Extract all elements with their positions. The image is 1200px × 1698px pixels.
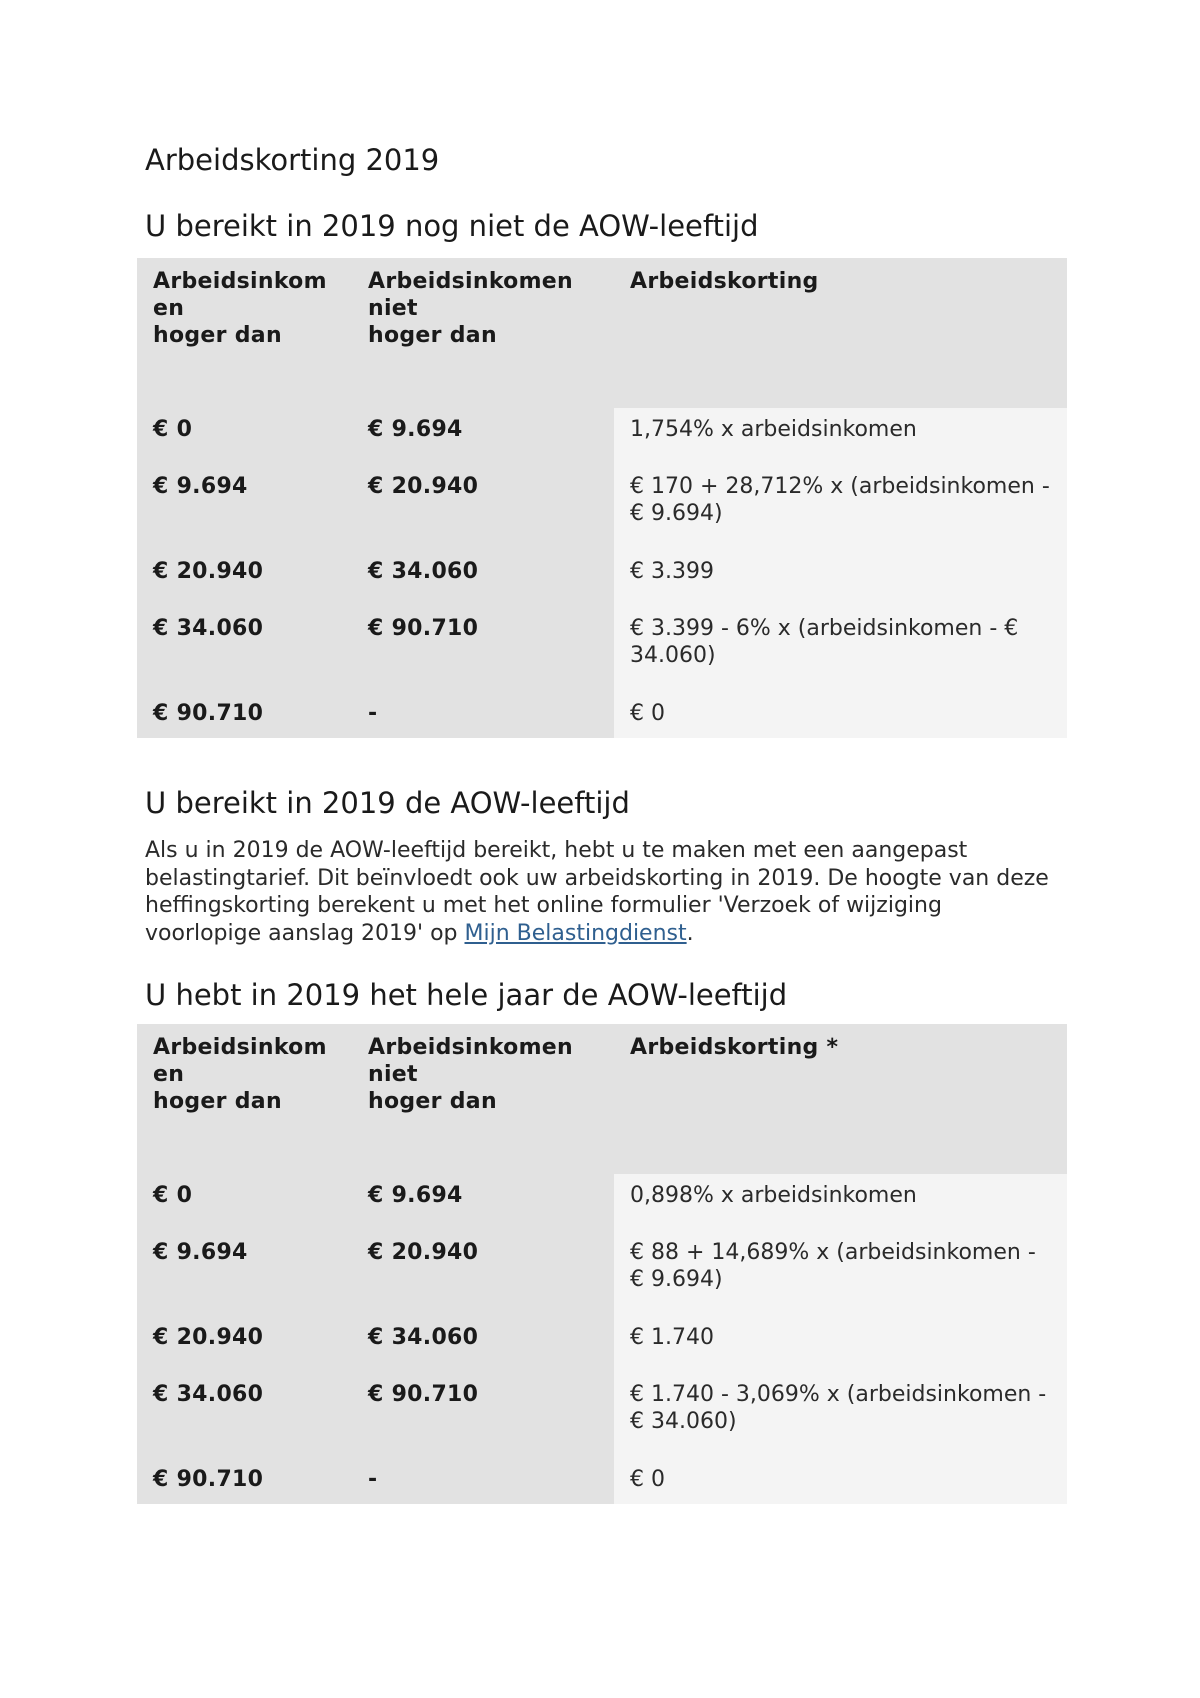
header-income-from: Arbeidsinkom en hoger dan <box>137 1024 352 1174</box>
header-korting: Arbeidskorting <box>614 258 1067 408</box>
table-row <box>137 408 1067 465</box>
cell-income-from: € 0 <box>137 1174 352 1231</box>
cell-income-from: € 9.694 <box>137 1231 352 1316</box>
cell-income-from: € 20.940 <box>137 550 352 607</box>
header-income-to: Arbeidsinkomen niet hoger dan <box>352 1024 614 1174</box>
cell-korting: € 3.399 <box>614 550 1067 607</box>
cell-income-to: - <box>352 1458 614 1504</box>
cell-income-to: € 90.710 <box>352 1373 614 1458</box>
table-header-row <box>137 1024 1067 1174</box>
cell-korting: € 1.740 - 3,069% x (arbeidsinkomen - € 34.060) <box>614 1373 1067 1458</box>
cell-income-from: € 9.694 <box>137 465 352 550</box>
cell-korting: 1,754% x arbeidsinkomen <box>614 408 1067 465</box>
cell-income-to: - <box>352 692 614 738</box>
section-heading-not-aow: U bereikt in 2019 nog niet de AOW-leeftijd <box>145 209 759 243</box>
arbeidskorting-table-full-year-aow <box>137 1024 1067 1504</box>
cell-income-to: € 9.694 <box>352 408 614 465</box>
cell-income-to: € 9.694 <box>352 1174 614 1231</box>
header-korting: Arbeidskorting * <box>614 1024 1067 1174</box>
cell-korting: € 88 + 14,689% x (arbeidsinkomen - € 9.694) <box>614 1231 1067 1316</box>
section-heading-aow-reached: U bereikt in 2019 de AOW-leeftijd <box>145 786 630 820</box>
table-row <box>137 1316 1067 1373</box>
table-row <box>137 465 1067 550</box>
header-income-from: Arbeidsinkom en hoger dan <box>137 258 352 408</box>
cell-korting: € 170 + 28,712% x (arbeidsinkomen - € 9.694) <box>614 465 1067 550</box>
table-row <box>137 550 1067 607</box>
cell-income-to: € 20.940 <box>352 465 614 550</box>
arbeidskorting-table-not-aow <box>137 258 1067 738</box>
cell-korting: € 1.740 <box>614 1316 1067 1373</box>
mijn-belastingdienst-link[interactable]: Mijn Belastingdienst <box>464 920 687 946</box>
table-row <box>137 1373 1067 1458</box>
table-row <box>137 1174 1067 1231</box>
cell-income-from: € 90.710 <box>137 1458 352 1504</box>
cell-income-from: € 34.060 <box>137 607 352 692</box>
section-heading-full-year-aow: U hebt in 2019 het hele jaar de AOW-leeftijd <box>145 978 788 1012</box>
aow-explanation-paragraph: Als u in 2019 de AOW-leeftijd bereikt, hebt u te maken met een aangepast belastingtarief. Dit beïnvloedt ook uw arbeidskorting in 2019. De hoogte van deze heffingskorting berekent u met het online formulier 'Verzoek of wijziging voorlopige aanslag 2019' op Mijn Belastingdienst. <box>145 838 1049 946</box>
table-row <box>137 692 1067 738</box>
cell-income-from: € 0 <box>137 408 352 465</box>
header-income-to: Arbeidsinkomen niet hoger dan <box>352 258 614 408</box>
page-title: Arbeidskorting 2019 <box>145 143 440 177</box>
table-row <box>137 607 1067 692</box>
cell-income-from: € 90.710 <box>137 692 352 738</box>
cell-income-to: € 90.710 <box>352 607 614 692</box>
cell-income-to: € 34.060 <box>352 550 614 607</box>
cell-korting: € 0 <box>614 1458 1067 1504</box>
table-header-row <box>137 258 1067 408</box>
cell-korting: 0,898% x arbeidsinkomen <box>614 1174 1067 1231</box>
cell-income-from: € 20.940 <box>137 1316 352 1373</box>
cell-income-to: € 20.940 <box>352 1231 614 1316</box>
cell-korting: € 3.399 - 6% x (arbeidsinkomen - € 34.060) <box>614 607 1067 692</box>
table-row <box>137 1458 1067 1504</box>
cell-korting: € 0 <box>614 692 1067 738</box>
table-row <box>137 1231 1067 1316</box>
cell-income-to: € 34.060 <box>352 1316 614 1373</box>
cell-income-from: € 34.060 <box>137 1373 352 1458</box>
